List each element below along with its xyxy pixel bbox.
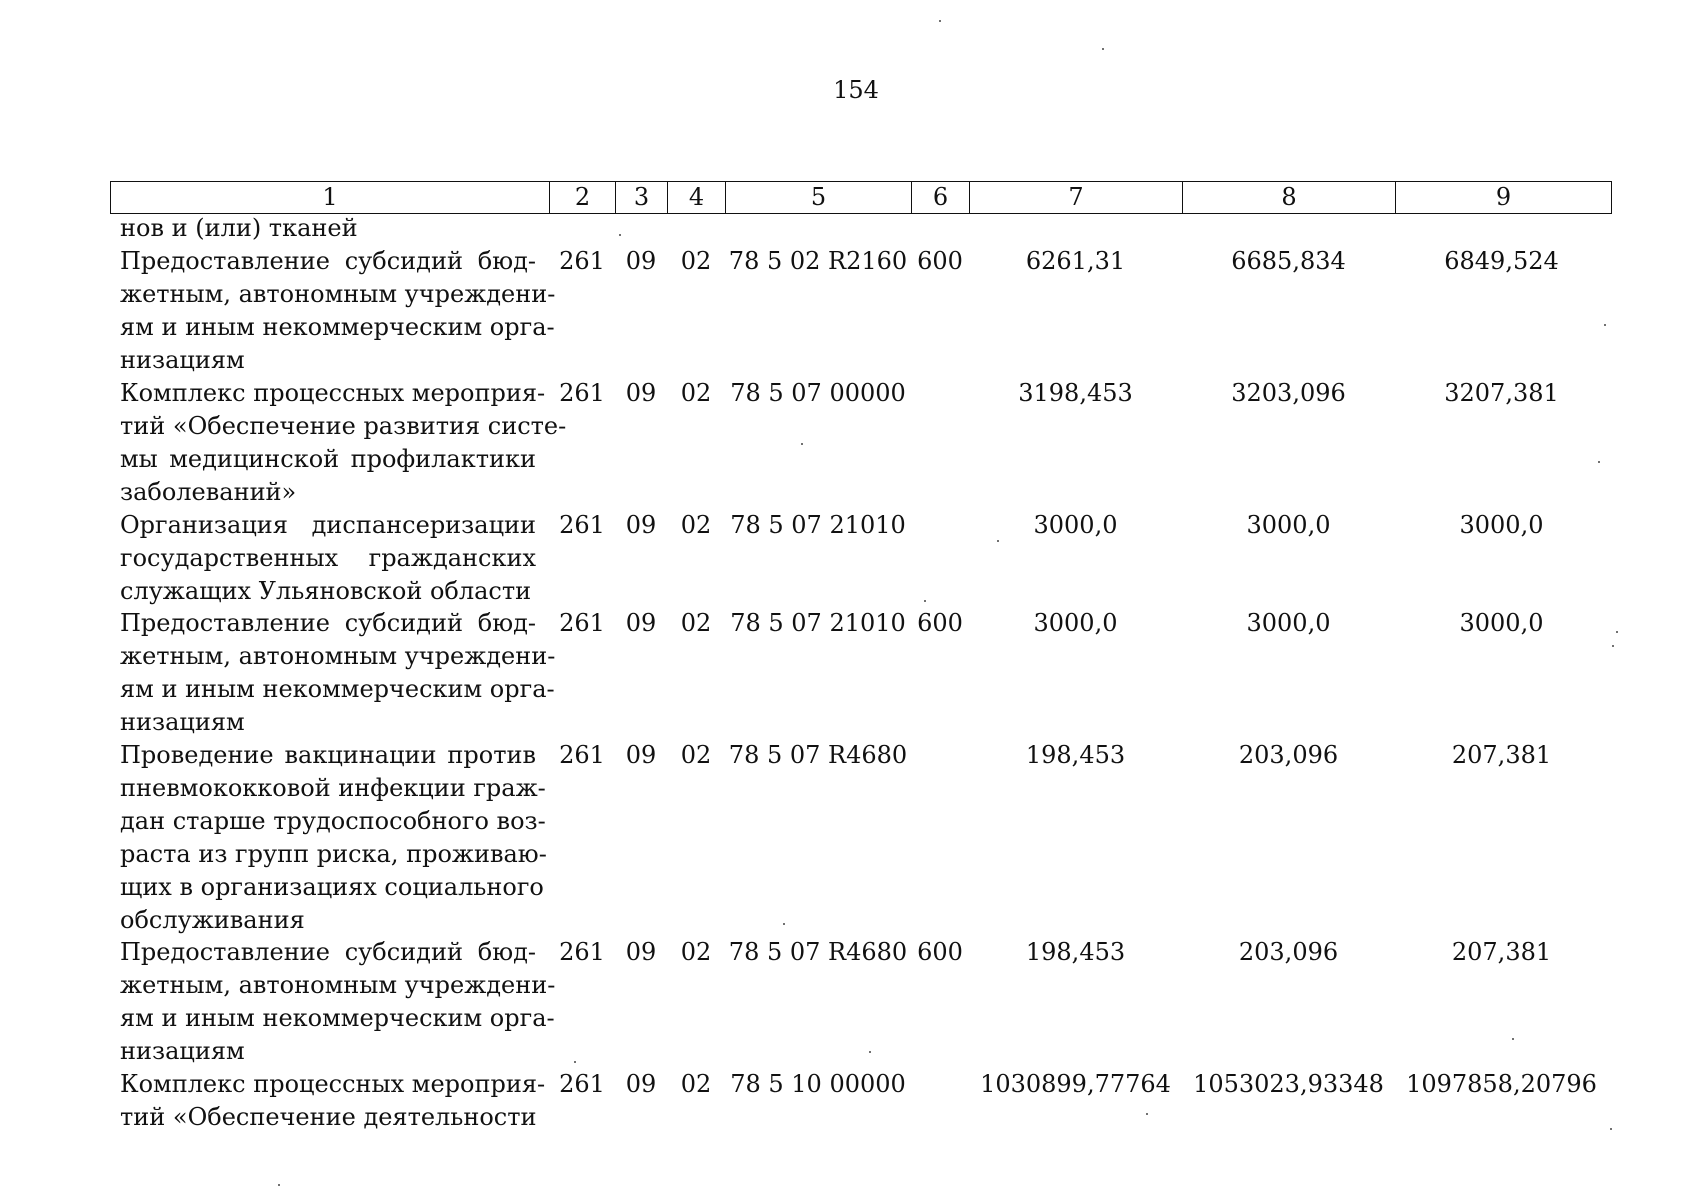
cell-col-4: 02 xyxy=(680,511,712,539)
description-line: тий «Обеспечение развития систе- xyxy=(120,412,567,440)
cell-col-2: 261 xyxy=(559,741,605,769)
description-line: щих в организациях социального xyxy=(120,873,544,901)
header-cell-9: 9 xyxy=(1396,182,1612,214)
cell-col-4: 02 xyxy=(680,247,712,275)
continuation-text xyxy=(120,212,536,245)
scan-speck xyxy=(869,1051,871,1053)
cell-col-4: 02 xyxy=(680,1070,712,1098)
header-cell-1: 1 xyxy=(111,182,550,214)
cell-col-9: 6849,524 xyxy=(1444,247,1559,275)
cell-col-3: 09 xyxy=(625,609,657,637)
description-line: мы медицинской профилактики xyxy=(120,445,536,473)
scan-speck xyxy=(1598,461,1600,463)
description-line: раста из групп риска, проживаю- xyxy=(120,840,547,868)
description-line: Организация диспансеризации xyxy=(120,511,536,539)
cell-col-6: 600 xyxy=(917,247,963,275)
cell-col-3: 09 xyxy=(625,938,657,966)
cell-col-3: 09 xyxy=(625,1070,657,1098)
description-line: ям и иным некоммерческим орга- xyxy=(120,313,555,341)
description-line: служащих Ульяновской области xyxy=(120,577,532,605)
description-line: Комплекс процессных мероприя- xyxy=(120,379,546,407)
row-description xyxy=(120,607,556,739)
cell-col-4: 02 xyxy=(680,741,712,769)
cell-col-2: 261 xyxy=(559,379,605,407)
scan-speck xyxy=(1102,48,1104,50)
header-cell-5: 5 xyxy=(726,182,912,214)
description-line: государственных гражданских xyxy=(120,544,536,572)
cell-col-5: 78 5 02 R2160 xyxy=(728,247,908,275)
cell-col-2: 261 xyxy=(559,511,605,539)
scan-speck xyxy=(1604,324,1606,326)
cell-col-9: 3000,0 xyxy=(1459,511,1544,539)
cell-col-9: 1097858,20796 xyxy=(1406,1070,1597,1098)
row-description xyxy=(120,245,556,377)
description-line: низациям xyxy=(120,346,245,374)
cell-col-8: 3203,096 xyxy=(1231,379,1346,407)
cell-col-7: 3000,0 xyxy=(1033,511,1118,539)
description-line: дан старше трудоспособного воз- xyxy=(120,807,546,835)
cell-col-5: 78 5 07 21010 xyxy=(730,609,906,637)
row-description xyxy=(120,1068,546,1134)
cell-col-8: 1053023,93348 xyxy=(1193,1070,1384,1098)
cell-col-7: 198,453 xyxy=(1025,938,1126,966)
cell-col-2: 261 xyxy=(559,247,605,275)
header-cell-8: 8 xyxy=(1183,182,1396,214)
cell-col-6: 600 xyxy=(917,938,963,966)
cell-col-9: 3000,0 xyxy=(1459,609,1544,637)
column-header-table xyxy=(110,181,1612,214)
cell-col-7: 1030899,77764 xyxy=(980,1070,1171,1098)
description-line: Предоставление субсидий бюд- xyxy=(120,938,536,966)
description-line: Предоставление субсидий бюд- xyxy=(120,609,536,637)
row-description xyxy=(120,377,567,509)
cell-col-9: 3207,381 xyxy=(1444,379,1559,407)
cell-col-8: 3000,0 xyxy=(1246,609,1331,637)
description-line: Проведение вакцинации против xyxy=(120,741,536,769)
scan-speck xyxy=(574,1061,576,1063)
header-cell-7: 7 xyxy=(970,182,1183,214)
header-cell-2: 2 xyxy=(550,182,616,214)
description-line: пневмококковой инфекции граж- xyxy=(120,774,546,802)
cell-col-5: 78 5 07 00000 xyxy=(730,379,906,407)
cell-col-9: 207,381 xyxy=(1451,938,1552,966)
cell-col-4: 02 xyxy=(680,938,712,966)
description-line: жетным, автономным учреждени- xyxy=(120,280,556,308)
scan-speck xyxy=(1146,1113,1148,1115)
scan-speck xyxy=(278,1184,280,1186)
description-line: низациям xyxy=(120,708,245,736)
cell-col-5: 78 5 07 R4680 xyxy=(728,741,908,769)
cell-col-5: 78 5 10 00000 xyxy=(730,1070,906,1098)
header-cell-3: 3 xyxy=(616,182,668,214)
cell-col-6: 600 xyxy=(917,609,963,637)
scan-speck xyxy=(801,443,803,445)
cell-col-5: 78 5 07 21010 xyxy=(730,511,906,539)
cell-col-3: 09 xyxy=(625,379,657,407)
cell-col-3: 09 xyxy=(625,741,657,769)
cell-col-8: 203,096 xyxy=(1238,938,1339,966)
description-line: тий «Обеспечение деятельности xyxy=(120,1103,537,1131)
scan-speck xyxy=(1512,1038,1514,1040)
description-line: Предоставление субсидий бюд- xyxy=(120,247,536,275)
description-line: ям и иным некоммерческим орга- xyxy=(120,675,555,703)
description-line: ям и иным некоммерческим орга- xyxy=(120,1004,555,1032)
cell-col-5: 78 5 07 R4680 xyxy=(728,938,908,966)
description-line: жетным, автономным учреждени- xyxy=(120,971,556,999)
cell-col-3: 09 xyxy=(625,511,657,539)
row-description xyxy=(120,936,556,1068)
page-number: 154 xyxy=(833,76,879,104)
scan-speck xyxy=(619,234,621,236)
scan-speck xyxy=(783,923,785,925)
cell-col-3: 09 xyxy=(625,247,657,275)
description-line: низациям xyxy=(120,1037,245,1065)
cell-col-7: 198,453 xyxy=(1025,741,1126,769)
cell-col-7: 3198,453 xyxy=(1018,379,1133,407)
header-cell-4: 4 xyxy=(668,182,726,214)
cell-col-8: 6685,834 xyxy=(1231,247,1346,275)
description-line: жетным, автономным учреждени- xyxy=(120,642,556,670)
scan-speck xyxy=(1610,1128,1612,1130)
cell-col-7: 3000,0 xyxy=(1033,609,1118,637)
scan-speck xyxy=(924,600,926,602)
description-line: обслуживания xyxy=(120,906,305,934)
description-line: заболеваний» xyxy=(120,478,297,506)
cell-col-2: 261 xyxy=(559,609,605,637)
row-description xyxy=(120,509,536,608)
cell-col-4: 02 xyxy=(680,379,712,407)
cell-col-2: 261 xyxy=(559,1070,605,1098)
cell-col-7: 6261,31 xyxy=(1025,247,1126,275)
scan-speck xyxy=(997,540,999,542)
header-cell-6: 6 xyxy=(912,182,970,214)
header-row xyxy=(111,182,1612,214)
cell-col-2: 261 xyxy=(559,938,605,966)
row-description xyxy=(120,739,547,937)
cell-col-8: 203,096 xyxy=(1238,741,1339,769)
description-line: Комплекс процессных мероприя- xyxy=(120,1070,546,1098)
cell-col-4: 02 xyxy=(680,609,712,637)
scan-speck xyxy=(1612,645,1614,647)
scan-speck xyxy=(1616,631,1618,633)
cell-col-9: 207,381 xyxy=(1451,741,1552,769)
description-line: нов и (или) тканей xyxy=(120,214,358,242)
scan-speck xyxy=(939,20,941,22)
cell-col-8: 3000,0 xyxy=(1246,511,1331,539)
